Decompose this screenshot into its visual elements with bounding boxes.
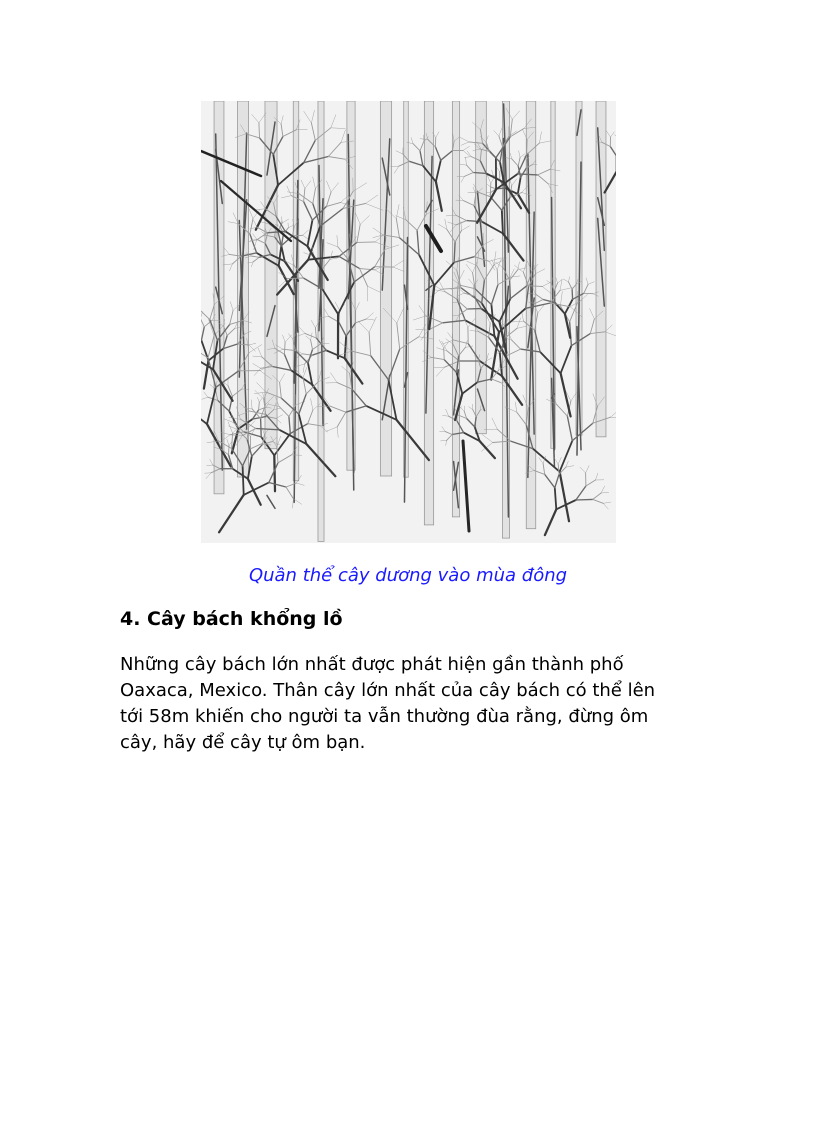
aspen-forest-illustration	[201, 101, 616, 543]
paragraph-line: tới 58m khiến cho người ta vẫn thường đùa rằng, đừng ôm	[120, 706, 649, 727]
section-heading: 4. Cây bách khổng lồ	[120, 608, 343, 630]
paragraph-line: Những cây bách lớn nhất được phát hiện gần thành phố	[120, 654, 624, 675]
winter-aspen-photo	[201, 101, 616, 543]
figure-caption: Quần thể cây dương vào mùa đông	[248, 565, 568, 586]
paragraph-line: Oaxaca, Mexico. Thân cây lớn nhất của cây bách có thể lên	[120, 680, 656, 701]
section-paragraph	[120, 652, 720, 756]
paragraph-line: cây, hãy để cây tự ôm bạn.	[120, 732, 366, 753]
